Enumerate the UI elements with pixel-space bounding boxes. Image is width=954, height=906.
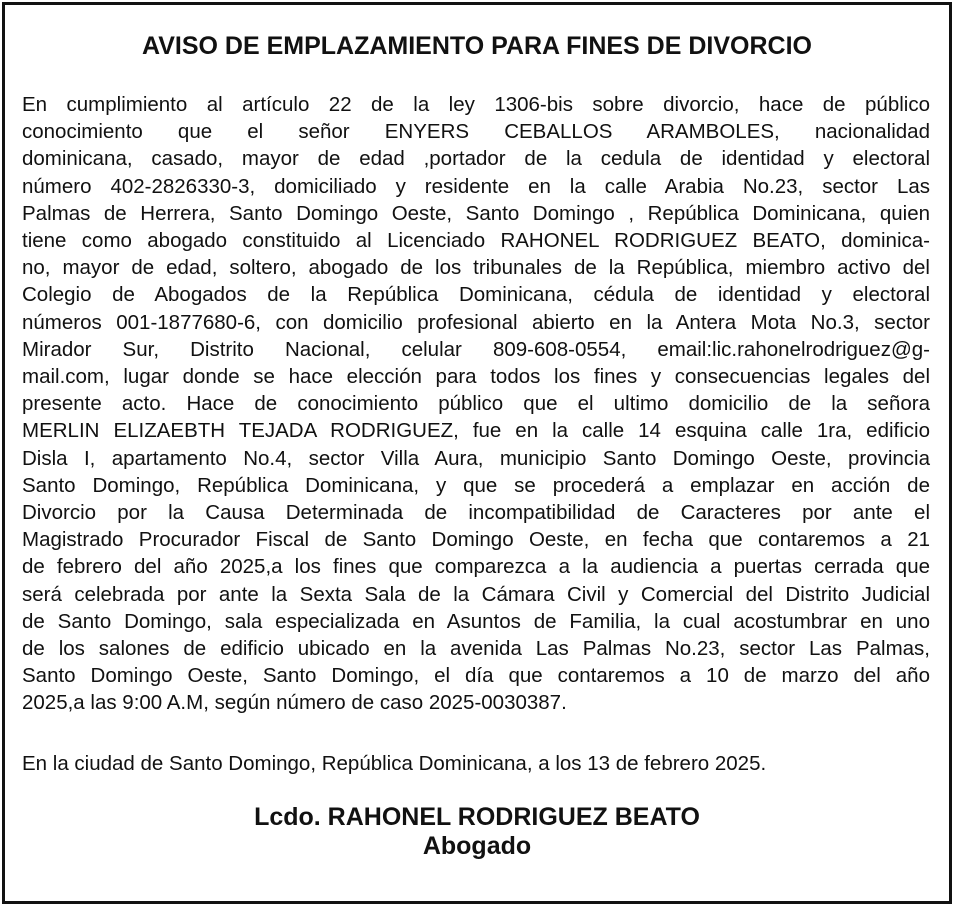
body-line: Palmas de Herrera, Santo Domingo Oeste, Santo Domingo , República Dominicana, quien [22,201,930,225]
body-line: 2025,a las 9:00 A.M, según número de caso 2025-0030387. [22,691,567,715]
body-line: Magistrado Procurador Fiscal de Santo Domingo Oeste, en fecha que contaremos a 21 [22,528,930,552]
body-line: Santo Domingo, República Dominicana, y que se procederá a emplazar en acción de [22,473,930,497]
notice-body [22,91,930,717]
body-line: tiene como abogado constituido al Licenciado RAHONEL RODRIGUEZ BEATO, dominica- [22,229,930,253]
body-line: de febrero del año 2025,a los fines que comparezca a la audiencia a puertas cerrada que [22,555,930,579]
body-line: será celebrada por ante la Sexta Sala de la Cámara Civil y Comercial del Distrito Judicial [22,582,930,606]
signature-block [5,803,949,861]
body-line: de los salones de edificio ubicado en la avenida Las Palmas No.23, sector Las Palmas, [22,637,930,661]
signature-name: Lcdo. RAHONEL RODRIGUEZ BEATO [254,803,700,831]
body-line: Disla I, apartamento No.4, sector Villa Aura, municipio Santo Domingo Oeste, provincia [22,446,930,470]
body-line: conocimiento que el señor ENYERS CEBALLOS ARAMBOLES, nacionalidad [22,120,930,144]
notice-date-line: En la ciudad de Santo Domingo, República Dominicana, a los 13 de febrero 2025. [22,752,767,775]
body-line: MERLIN ELIZAEBTH TEJADA RODRIGUEZ, fue en la calle 14 esquina calle 1ra, edificio [22,419,930,443]
body-line: dominicana, casado, mayor de edad ,portador de la cedula de identidad y electoral [22,147,930,171]
body-line: Colegio de Abogados de la República Dominicana, cédula de identidad y electoral [22,283,930,307]
body-line: número 402-2826330-3, domiciliado y residente en la calle Arabia No.23, sector Las [22,174,930,198]
body-line: números 001-1877680-6, con domicilio profesional abierto en la Antera Mota No.3, sector [22,310,930,334]
body-line: no, mayor de edad, soltero, abogado de los tribunales de la República, miembro activo del [22,256,930,280]
body-line: Divorcio por la Causa Determinada de incompatibilidad de Caracteres por ante el [22,501,930,525]
body-line: Santo Domingo Oeste, Santo Domingo, el día que contaremos a 10 de marzo del año [22,664,930,688]
legal-notice [2,2,952,904]
body-line: de Santo Domingo, sala especializada en Asuntos de Familia, la cual acostumbrar en uno [22,609,930,633]
signature-role: Abogado [422,832,532,860]
body-line: En cumplimiento al artículo 22 de la ley 1306-bis sobre divorcio, hace de público [22,93,930,116]
notice-title: AVISO DE EMPLAZAMIENTO PARA FINES DE DIVORCIO [142,32,812,60]
body-line: Mirador Sur, Distrito Nacional, celular 809-608-0554, email:lic.rahonelrodriguez@g- [22,337,930,361]
body-line: presente acto. Hace de conocimiento público que el ultimo domicilio de la señora [22,392,930,416]
body-line: mail.com, lugar donde se hace elección para todos los fines y consecuencias legales del [22,365,930,389]
